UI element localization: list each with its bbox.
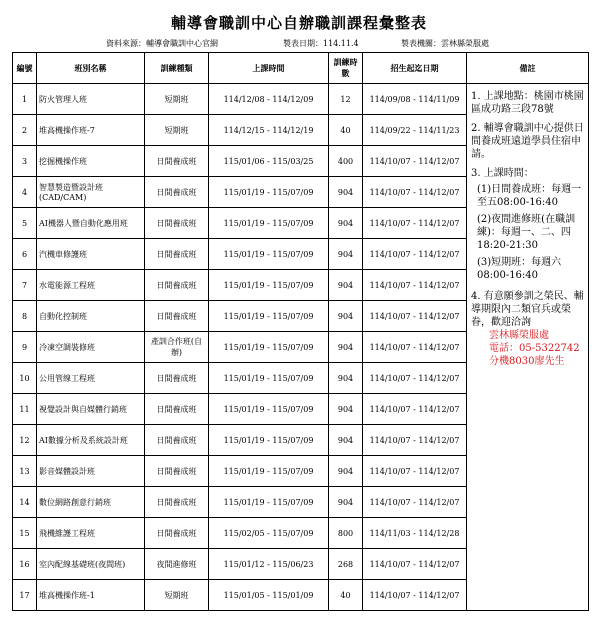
cell-name: 水電能源工程班 <box>37 270 145 301</box>
cell-name: 防火管理人班 <box>37 84 145 115</box>
cell-no: 11 <box>13 394 37 425</box>
table-header-row <box>13 53 589 84</box>
cell-name: 室內配線基礎班(夜間班) <box>37 549 145 580</box>
table-row <box>13 84 589 115</box>
cell-hours: 904 <box>329 270 363 301</box>
cell-type: 日間養成班 <box>145 394 209 425</box>
cell-no: 16 <box>13 549 37 580</box>
document-title: 輔導會職訓中心自辦職訓課程彙整表 <box>170 14 427 32</box>
cell-enroll: 114/09/08 - 114/11/09 <box>363 84 467 115</box>
table-body <box>13 84 589 611</box>
cell-name: 智慧製造暨設計班(CAD/CAM) <box>37 177 145 208</box>
cell-type: 日間養成班 <box>145 518 209 549</box>
note-schedule-day: (1)日間養成班：每週一至五08:00-16:40 <box>477 184 582 208</box>
cell-type: 短期班 <box>145 115 209 146</box>
cell-time: 115/01/19 - 115/07/09 <box>209 208 329 239</box>
cell-time: 114/12/15 - 114/12/19 <box>209 115 329 146</box>
note-schedule-night: (2)夜間進修班(在職訓練)：每週一、二、四18:20-21:30 <box>477 214 576 251</box>
cell-time: 115/01/19 - 115/07/09 <box>209 270 329 301</box>
cell-enroll: 114/10/07 - 114/12/07 <box>363 270 467 301</box>
header-notes: 備註 <box>467 53 589 84</box>
cell-enroll: 114/10/07 - 114/12/07 <box>363 363 467 394</box>
contact-org: 雲林縣榮服處 <box>489 330 549 341</box>
cell-enroll: 114/10/07 - 114/12/07 <box>363 549 467 580</box>
issuing-agency: 製表機關：雲林縣榮服處 <box>401 39 489 48</box>
cell-hours: 40 <box>329 115 363 146</box>
cell-time: 115/01/19 - 115/07/09 <box>209 456 329 487</box>
cell-no: 10 <box>13 363 37 394</box>
course-table <box>12 52 589 611</box>
cell-time: 115/01/12 - 115/06/23 <box>209 549 329 580</box>
cell-time: 115/01/19 - 115/07/09 <box>209 394 329 425</box>
notes-cell <box>467 84 589 611</box>
cell-no: 13 <box>13 456 37 487</box>
cell-time: 115/01/19 - 115/07/09 <box>209 301 329 332</box>
cell-no: 9 <box>13 332 37 363</box>
cell-time: 114/12/08 - 114/12/09 <box>209 84 329 115</box>
cell-no: 7 <box>13 270 37 301</box>
cell-type: 短期班 <box>145 84 209 115</box>
created-date: 製表日期：114.11.4 <box>283 39 359 48</box>
cell-name: 公用管線工程班 <box>37 363 145 394</box>
cell-no: 4 <box>13 177 37 208</box>
cell-hours: 904 <box>329 332 363 363</box>
header-no: 編號 <box>13 53 37 84</box>
cell-hours: 12 <box>329 84 363 115</box>
cell-time: 115/01/19 - 115/07/09 <box>209 363 329 394</box>
cell-time: 115/01/05 - 115/01/09 <box>209 580 329 611</box>
cell-enroll: 114/11/03 - 114/12/28 <box>363 518 467 549</box>
cell-hours: 904 <box>329 363 363 394</box>
cell-type: 日間養成班 <box>145 456 209 487</box>
cell-no: 14 <box>13 487 37 518</box>
cell-no: 5 <box>13 208 37 239</box>
cell-type: 日間養成班 <box>145 301 209 332</box>
cell-type: 日間養成班 <box>145 425 209 456</box>
cell-time: 115/01/06 - 115/03/25 <box>209 146 329 177</box>
header-enroll: 招生起迄日期 <box>363 53 467 84</box>
cell-hours: 904 <box>329 208 363 239</box>
cell-name: 影音媒體設計班 <box>37 456 145 487</box>
cell-name: 視覺設計與自媒體行銷班 <box>37 394 145 425</box>
cell-type: 日間養成班 <box>145 239 209 270</box>
note-schedule-heading: 3. 上課時間： <box>471 168 534 179</box>
note-location: 1. 上課地點：桃園市桃園區成功路三段78號 <box>471 91 584 115</box>
cell-hours: 400 <box>329 146 363 177</box>
cell-name: 堆高機操作班-1 <box>37 580 145 611</box>
cell-type: 日間養成班 <box>145 363 209 394</box>
cell-hours: 40 <box>329 580 363 611</box>
cell-name: AI數據分析及系統設計班 <box>37 425 145 456</box>
cell-enroll: 114/10/07 - 114/12/07 <box>363 301 467 332</box>
cell-hours: 904 <box>329 394 363 425</box>
data-source: 資料來源：輔導會職訓中心官網 <box>106 39 218 48</box>
cell-enroll: 114/10/07 - 114/12/07 <box>363 177 467 208</box>
cell-type: 短期班 <box>145 580 209 611</box>
cell-type: 日間養成班 <box>145 270 209 301</box>
cell-name: AI機器人暨自動化應用班 <box>37 208 145 239</box>
cell-name: 冷凍空調裝修班 <box>37 332 145 363</box>
note-dormitory: 2. 輔導會職訓中心提供日間養成班遠道學員住宿申請。 <box>471 123 584 160</box>
cell-type: 日間養成班 <box>145 208 209 239</box>
cell-hours: 904 <box>329 487 363 518</box>
cell-hours: 800 <box>329 518 363 549</box>
cell-time: 115/01/19 - 115/07/09 <box>209 239 329 270</box>
header-hours: 訓練時數 <box>329 53 363 84</box>
cell-enroll: 114/10/07 - 114/12/07 <box>363 456 467 487</box>
cell-no: 12 <box>13 425 37 456</box>
cell-no: 8 <box>13 301 37 332</box>
cell-no: 2 <box>13 115 37 146</box>
contact-phone: 電話：05-5322742 <box>489 343 580 354</box>
cell-name: 汽機車修護班 <box>37 239 145 270</box>
cell-no: 15 <box>13 518 37 549</box>
header-time: 上課時間 <box>209 53 329 84</box>
cell-enroll: 114/10/07 - 114/12/07 <box>363 580 467 611</box>
note-schedule-short: (3)短期班：每週六08:00-16:40 <box>477 257 562 281</box>
cell-hours: 904 <box>329 425 363 456</box>
cell-type: 日間養成班 <box>145 146 209 177</box>
cell-time: 115/01/19 - 115/07/09 <box>209 332 329 363</box>
cell-name: 堆高機操作班-7 <box>37 115 145 146</box>
cell-time: 115/01/19 - 115/07/09 <box>209 177 329 208</box>
header-name: 班別名稱 <box>37 53 145 84</box>
cell-enroll: 114/09/22 - 114/11/23 <box>363 115 467 146</box>
cell-enroll: 114/10/07 - 114/12/07 <box>363 239 467 270</box>
cell-enroll: 114/10/07 - 114/12/07 <box>363 332 467 363</box>
cell-enroll: 114/10/07 - 114/12/07 <box>363 208 467 239</box>
cell-enroll: 114/10/07 - 114/12/07 <box>363 425 467 456</box>
cell-enroll: 114/10/07 - 114/12/07 <box>363 394 467 425</box>
cell-no: 3 <box>13 146 37 177</box>
cell-name: 飛機維護工程班 <box>37 518 145 549</box>
cell-name: 數位網路創意行銷班 <box>37 487 145 518</box>
cell-type: 夜間進修班 <box>145 549 209 580</box>
cell-hours: 904 <box>329 239 363 270</box>
cell-hours: 268 <box>329 549 363 580</box>
cell-hours: 904 <box>329 456 363 487</box>
note-contact-invite: 4. 有意願參訓之榮民、輔導期限內二類官兵或榮眷，歡迎洽詢 <box>471 291 584 328</box>
header-type: 訓練種類 <box>145 53 209 84</box>
cell-hours: 904 <box>329 301 363 332</box>
cell-name: 自動化控制班 <box>37 301 145 332</box>
cell-no: 17 <box>13 580 37 611</box>
cell-type: 產訓合作班(自辦) <box>145 332 209 363</box>
cell-name: 挖掘機操作班 <box>37 146 145 177</box>
cell-hours: 904 <box>329 177 363 208</box>
cell-type: 日間養成班 <box>145 487 209 518</box>
cell-time: 115/01/19 - 115/07/09 <box>209 487 329 518</box>
cell-type: 日間養成班 <box>145 177 209 208</box>
cell-time: 115/01/19 - 115/07/09 <box>209 425 329 456</box>
contact-person: 分機8030廖先生 <box>489 356 565 367</box>
cell-enroll: 114/10/07 - 114/12/07 <box>363 487 467 518</box>
cell-no: 1 <box>13 84 37 115</box>
cell-enroll: 114/10/07 - 114/12/07 <box>363 146 467 177</box>
cell-no: 6 <box>13 239 37 270</box>
cell-time: 115/02/05 - 115/07/09 <box>209 518 329 549</box>
